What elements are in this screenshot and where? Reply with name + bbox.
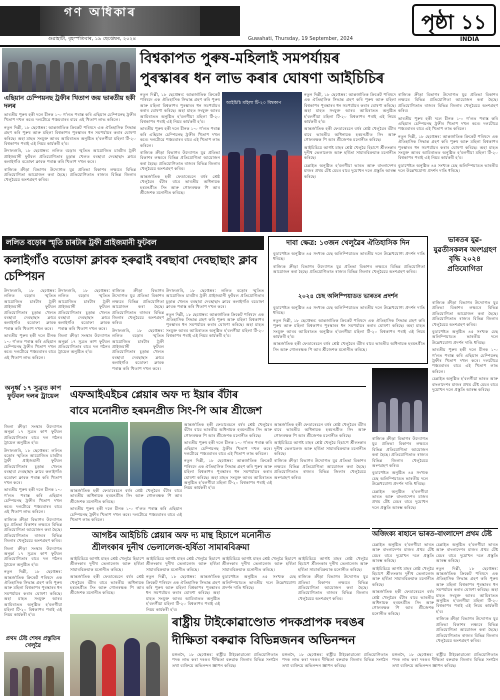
football-body-col1: উদালগুৰি, ১৮ ছেপ্তেম্বৰ: ললিত বড়োৰ স্মৃতিত আয়োজিত চাৰটাৰ ট্ৰফী প্ৰাইজমানী ফুটবল প্ৰতিযোগিতাৰ চূড়ান্ত খেলত বৰছাবা দেবছাছাং ক্লাবে কলাইগাঁও বডোফা ক্লাবক পৰাস্ত কৰি খিতাপ দখল কৰে। ভাৰতীয় পুৰুষ হকী দলে চীনক ১-০ গ'লত পৰাস্ত কৰি এছিয়ান চেম্পিয়নছ ট্ৰফীৰ খিতাপ দখল কৰে। দলটোৱে পঞ্চমবাৰৰ বাবে এই খিতাপ লাভ কৰিলে। (4, 288, 56, 360)
test-body-col1: চেন্নাইত অনুষ্ঠিত হ'বলগীয়া ভাৰত আৰু বাংলাদেশৰ মাজৰ প্ৰথম টেষ্ট মেচৰ বাবে দুয়োখন দলে প্ৰস্তুতি আৰম্ভ কৰিছে। আইচিচিয়ে আগষ্ট মাহৰ শ্ৰেষ্ঠ খেলুৱৈ হিচাপে শ্ৰীলংকাৰ দুনীথ ভেলালেজ আৰু হৰ্ষিতা সামাৰবিক্ৰমাক মনোনীত কৰিছে। আন্তৰ্জাতিক হকী ফেডাৰেচনে বৰ্ষৰ শ্ৰেষ্ঠ খেলুৱৈৰ বঁটাৰ বাবে ভাৰতীয় অধিনায়ক হৰমনপ্ৰীত সিং আৰু গোলৰক্ষক পি আৰ শ্ৰীজেশক মনোনীত কৰিছে। (372, 542, 434, 616)
dateline-left: গুৱাহাটী, বৃহস্পতিবাৰ, ১৯ ছেপ্তেম্বৰ, ২০২৪ (48, 36, 136, 42)
meet-headline: ভাৰতৰ যুৱ-যুৱতীসকলৰ অংশগ্ৰহণ বৃদ্ধি ২০২৪ প্ৰতিযোগিতা (433, 236, 497, 273)
icc-body-col1: আইচিচিয়ে আগষ্ট মাহৰ শ্ৰেষ্ঠ খেলুৱৈ হিচাপে শ্ৰীলংকাৰ দুনীথ ভেলালেজ আৰু হৰ্ষিতা সামাৰবিক্ৰমাক মনোনীত কৰিছে। আন্তৰ্জাতিক হকী ফেডাৰেচনে বৰ্ষৰ শ্ৰেষ্ঠ খেলুৱৈৰ বঁটাৰ বাবে ভাৰতীয় অধিনায়ক হৰমনপ্ৰীত সিং আৰু গোলৰক্ষক পি আৰ শ্ৰীজেশক মনোনীত কৰিছে। (70, 556, 144, 596)
icc-body-col3: আইচিচিয়ে আগষ্ট মাহৰ শ্ৰেষ্ঠ খেলুৱৈ হিচাপে শ্ৰীলংকাৰ দুনীথ ভেলালেজ আৰু হৰ্ষিতা সামাৰবিক্ৰমাক মনোনীত কৰিছে। বুডাপেষ্টত অনুষ্ঠিত ৪৫ সংখ্যক চেছ অলিম্পিয়াডত ভাৰতীয় দলে উল্লেখযোগ্য প্ৰদৰ্শন দাঙি ধৰিছে। (222, 556, 296, 591)
sreejesh-photo (130, 422, 182, 486)
icc-headline-2: শ্ৰীলংকাৰ দুনীথ ভেলালেজ-হৰ্ষিতা সামাৰবিক্ৰমা (92, 542, 250, 552)
lead-headline-2: পুৰস্কাৰৰ ধন লাভ কৰাৰ ঘোষণা আইচিচিৰ (140, 71, 385, 87)
meet-body: ৰাজ্যিক ক্ৰীড়া বিভাগৰ উদ্যোগত যুৱ প্ৰতিভা বিকাশৰ লক্ষ্যৰে বিভিন্ন প্ৰতিযোগিতা আয়োজন কৰা হৈছে। প্ৰতিযোগিতাত ৰাজ্যৰ বিভিন্ন জিলাৰ খেলুৱৈয়ে অংশগ্ৰহণ কৰিব। বুডাপেষ্টত অনুষ্ঠিত ৪৫ সংখ্যক চেছ অলিম্পিয়াডত ভাৰতীয় দলে উল্লেখযোগ্য প্ৰদৰ্শন দাঙি ধৰিছে। ভাৰতীয় পুৰুষ হকী দলে চীনক ১-০ গ'লত পৰাস্ত কৰি এছিয়ান চেম্পিয়নছ ট্ৰফীৰ খিতাপ দখল কৰে। দলটোৱে পঞ্চমবাৰৰ বাবে এই খিতাপ লাভ কৰিলে। চেন্নাইত অনুষ্ঠিত হ'বলগীয়া ভাৰত আৰু বাংলাদেশৰ মাজৰ প্ৰথম টেষ্ট মেচৰ বাবে দুয়োখন দলে প্ৰস্তুতি আৰম্ভ কৰিছে। (432, 300, 498, 393)
test-rule (372, 528, 498, 529)
harmanpreet-photo (70, 422, 128, 486)
awards-rule (70, 386, 366, 387)
icc-body-col2: আইচিচিয়ে আগষ্ট মাহৰ শ্ৰেষ্ঠ খেলুৱৈ হিচাপে শ্ৰীলংকাৰ দুনীথ ভেলালেজ আৰু হৰ্ষিতা সামাৰবিক্ৰমাক মনোনীত কৰিছে। নতুন দিল্লী, ১৮ ছেপ্তেম্বৰ: আন্তৰ্জাতিক ক্ৰিকেট পৰিষদে এক ঐতিহাসিক সিদ্ধান্ত গ্ৰহণ কৰি পুৰুষ আৰু মহিলা বিশ্বকাপৰ পুৰস্কাৰৰ ধন সমপৰ্যায়ৰ কৰাৰ ঘোষণা কৰিছে। অহা মাহত সংযুক্ত আৰব আমিৰাতত অনুষ্ঠিত হ'বলগীয়া মহিলা টি-২০ বিশ্বকাপৰ পৰাই এই নিয়ম কাৰ্যকৰী হ'ব। (146, 556, 220, 612)
hockey-body: ভাৰতীয় পুৰুষ হকী দলে চীনক ১-০ গ'লত পৰাস্ত কৰি এছিয়ান চেম্পিয়নছ ট্ৰফীৰ খিতাপ দখল কৰে। দলটোৱে পঞ্চমবাৰৰ বাবে এই খিতাপ লাভ কৰিলে। নতুন দিল্লী, ১৮ ছেপ্তেম্বৰ: আন্তৰ্জাতিক ক্ৰিকেট পৰিষদে এক ঐতিহাসিক সিদ্ধান্ত গ্ৰহণ কৰি পুৰুষ আৰু মহিলা বিশ্বকাপৰ পুৰস্কাৰৰ ধন সমপৰ্যায়ৰ কৰাৰ ঘোষণা কৰিছে। অহা মাহত সংযুক্ত আৰব আমিৰাতত অনুষ্ঠিত হ'বলগীয়া মহিলা টি-২০ বিশ্বকাপৰ পৰাই এই নিয়ম কাৰ্যকৰী হ'ব। উদালগুৰি, ১৮ ছেপ্তেম্বৰ: ললিত বড়োৰ স্মৃতিত আয়োজিত চাৰটাৰ ট্ৰফী প্ৰাইজমানী ফুটবল প্ৰতিযোগিতাৰ চূড়ান্ত খেলত বৰছাবা দেবছাছাং ক্লাবে কলাইগাঁও বডোফা ক্লাবক পৰাস্ত কৰি খিতাপ দখল কৰে। ৰাজ্যিক ক্ৰীড়া বিভাগৰ উদ্যোগত যুৱ প্ৰতিভা বিকাশৰ লক্ষ্যৰে বিভিন্ন প্ৰতিযোগিতা আয়োজন কৰা হৈছে। প্ৰতিযোগিতাত ৰাজ্যৰ বিভিন্ন জিলাৰ খেলুৱৈয়ে অংশগ্ৰহণ কৰিব। (4, 112, 136, 183)
taekwondo-photo (70, 614, 168, 696)
hockey-headline: এছিয়ান চেম্পিয়নছ ট্ৰফীৰ খিতাপ জয় ভাৰতীয় হকী দলৰ (4, 94, 136, 110)
event-stage-photo (372, 368, 428, 432)
awards-body-col0: আন্তৰ্জাতিক হকী ফেডাৰেচনে বৰ্ষৰ শ্ৰেষ্ঠ খেলুৱৈৰ বঁটাৰ বাবে ভাৰতীয় অধিনায়ক হৰমনপ্ৰীত সিং আৰু গোলৰক্ষক পি আৰ শ্ৰীজেশক মনোনীত কৰিছে। ভাৰতীয় পুৰুষ হকী দলে চীনক ১-০ গ'লত পৰাস্ত কৰি এছিয়ান চেম্পিয়নছ ট্ৰফীৰ খিতাপ দখল কৰে। দলটোৱে পঞ্চমবাৰৰ বাবে এই খিতাপ লাভ কৰিলে। (70, 488, 182, 523)
football-body-col3: ৰাজ্যিক ক্ৰীড়া বিভাগৰ উদ্যোগত যুৱ প্ৰতিভা বিকাশৰ লক্ষ্যৰে বিভিন্ন প্ৰতিযোগিতা আয়োজন কৰা হৈছে। প্ৰতিযোগিতাত ৰাজ্যৰ বিভিন্ন জিলাৰ খেলুৱৈয়ে অংশগ্ৰহণ কৰিব। উদালগুৰি, ১৮ ছেপ্তেম্বৰ: ললিত বড়োৰ স্মৃতিত আয়োজিত চাৰটাৰ ট্ৰফী প্ৰাইজমানী ফুটবল প্ৰতিযোগিতাৰ চূড়ান্ত খেলত বৰছাবা দেবছাছাং ক্লাবে কলাইগাঁও বডোফা ক্লাবক পৰাস্ত কৰি খিতাপ দখল কৰে। (112, 288, 164, 371)
football-body-col4: উদালগুৰি, ১৮ ছেপ্তেম্বৰ: ললিত বড়োৰ স্মৃতিত আয়োজিত চাৰটাৰ ট্ৰফী প্ৰাইজমানী ফুটবল প্ৰতিযোগিতাৰ চূড়ান্ত খেলত বৰছাবা দেবছাছাং ক্লাবে কলাইগাঁও বডোফা ক্লাবক পৰাস্ত কৰি খিতাপ দখল কৰে। নতুন দিল্লী, ১৮ ছেপ্তেম্বৰ: আন্তৰ্জাতিক ক্ৰিকেট পৰিষদে এক ঐতিহাসিক সিদ্ধান্ত গ্ৰহণ কৰি পুৰুষ আৰু মহিলা বিশ্বকাপৰ পুৰস্কাৰৰ ধন সমপৰ্যায়ৰ কৰাৰ ঘোষণা কৰিছে। অহা মাহত সংযুক্ত আৰব আমিৰাতত অনুষ্ঠিত হ'বলগীয়া মহিলা টি-২০ বিশ্বকাপৰ পৰাই এই নিয়ম কাৰ্যকৰী হ'ব। (166, 288, 264, 339)
taekwondo-headline-1: ৰাষ্ট্ৰীয় টাইকোৱাণ্ডোত পদকপ্ৰাপক দৰঙৰ (172, 615, 365, 629)
taekwondo-body-col3: মঙ্গলদৈ, ১৮ ছেপ্তেম্বৰ: ৰাষ্ট্ৰীয় টাইকোৱাণ্ডো প্ৰতিযোগিতাত পদক লাভ কৰা দৰঙৰ দীক্ষিতা বৰুৱাক জিলাৰ বিভিন্ন সংগঠন তথা ব্যক্তিয়ে অভিনন্দন জ্ঞাপন কৰিছে। (392, 652, 498, 668)
icc-body-col4: আইচিচিয়ে আগষ্ট মাহৰ শ্ৰেষ্ঠ খেলুৱৈ হিচাপে শ্ৰীলংকাৰ দুনীথ ভেলালেজ আৰু হৰ্ষিতা সামাৰবিক্ৰমাক মনোনীত কৰিছে। ৰাজ্যিক ক্ৰীড়া বিভাগৰ উদ্যোগত যুৱ প্ৰতিভা বিকাশৰ লক্ষ্যৰে বিভিন্ন প্ৰতিযোগিতা আয়োজন কৰা হৈছে। প্ৰতিযোগিতাত ৰাজ্যৰ বিভিন্ন জিলাৰ খেলুৱৈয়ে অংশগ্ৰহণ কৰিব। (298, 556, 368, 601)
stage-body: ৰাজ্যিক ক্ৰীড়া বিভাগৰ উদ্যোগত যুৱ প্ৰতিভা বিকাশৰ লক্ষ্যৰে বিভিন্ন প্ৰতিযোগিতা আয়োজন কৰা হৈছে। প্ৰতিযোগিতাত ৰাজ্যৰ বিভিন্ন জিলাৰ খেলুৱৈয়ে অংশগ্ৰহণ কৰিব। বুডাপেষ্টত অনুষ্ঠিত ৪৫ সংখ্যক চেছ অলিম্পিয়াডত ভাৰতীয় দলে উল্লেখযোগ্য প্ৰদৰ্শন দাঙি ধৰিছে। চেন্নাইত অনুষ্ঠিত হ'বলগীয়া ভাৰত আৰু বাংলাদেশৰ মাজৰ প্ৰথম টেষ্ট মেচৰ বাবে দুয়োখন দলে প্ৰস্তুতি আৰম্ভ কৰিছে। (372, 436, 428, 510)
chess-box (268, 236, 428, 364)
awards-headline-2: বাবে মনোনীত হৰমনপ্ৰীত সিং-পি আৰ শ্ৰীজেশ (70, 405, 262, 417)
section-tag: INDIA (460, 36, 480, 43)
tourney-headline: প্ৰথম টেষ্ট শেষৰ প্ৰস্তুতিৰ খেলুৱৈ (5, 636, 61, 649)
masthead-title: গণ অধিকাৰ (64, 5, 137, 19)
dateline-right: Guwahati, Thursday, 19 September, 2024 (248, 36, 353, 42)
chess-body-2: বুডাপেষ্টত অনুষ্ঠিত ৪৫ সংখ্যক চেছ অলিম্পিয়াডত ভাৰতীয় দলে উল্লেখযোগ্য প্ৰদৰ্শন দাঙি ধৰিছে। নতুন দিল্লী, ১৮ ছেপ্তেম্বৰ: আন্তৰ্জাতিক ক্ৰিকেট পৰিষদে এক ঐতিহাসিক সিদ্ধান্ত গ্ৰহণ কৰি পুৰুষ আৰু মহিলা বিশ্বকাপৰ পুৰস্কাৰৰ ধন সমপৰ্যায়ৰ কৰাৰ ঘোষণা কৰিছে। অহা মাহত সংযুক্ত আৰব আমিৰাতত অনুষ্ঠিত হ'বলগীয়া মহিলা টি-২০ বিশ্বকাপৰ পৰাই এই নিয়ম কাৰ্যকৰী হ'ব। আন্তৰ্জাতিক হকী ফেডাৰেচনে বৰ্ষৰ শ্ৰেষ্ঠ খেলুৱৈৰ বঁটাৰ বাবে ভাৰতীয় অধিনায়ক হৰমনপ্ৰীত সিং আৰু গোলৰক্ষক পি আৰ শ্ৰীজেশক মনোনীত কৰিছে। (273, 305, 425, 352)
icc-headline-1: আগষ্টৰ আইচিচি প্লেয়াৰ অফ দ্য মান্থ হিচাপে মনোনীত (92, 530, 271, 540)
chess-headline: দাবা ক্ষেত্ৰ: ১৩জন খেলুৱৈৰ ঐতিহাসিক দিন (286, 239, 410, 247)
tourney-photo (4, 652, 64, 696)
hockey-team-photo (2, 48, 136, 92)
masthead (0, 0, 500, 46)
women-cricket-team-photo (222, 92, 302, 232)
football-headline: কলাইগাঁও বডোফা ক্লাবক হৰুৱাই বৰছাবা দেবছাছাং ক্লাব চেম্পিয়ন (4, 253, 258, 283)
football-body-col2: উদালগুৰি, ১৮ ছেপ্তেম্বৰ: ললিত বড়োৰ স্মৃতিত আয়োজিত চাৰটাৰ ট্ৰফী প্ৰাইজমানী ফুটবল প্ৰতিযোগিতাৰ চূড়ান্ত খেলত বৰছাবা দেবছাছাং ক্লাবে কলাইগাঁও বডোফা ক্লাবক পৰাস্ত কৰি খিতাপ দখল কৰে। জিলা ক্ৰীড়া সংস্থাৰ উদ্যোগত অনূৰ্ধ্ব ১৭ সুব্ৰত কাপ ফুটবল প্ৰতিযোগিতাৰ বাবে দল গঠনৰ ট্ৰায়েল অনুষ্ঠিত হ'ব। (58, 288, 110, 355)
awards-body-col2: আন্তৰ্জাতিক হকী ফেডাৰেচনে বৰ্ষৰ শ্ৰেষ্ঠ খেলুৱৈৰ বঁটাৰ বাবে ভাৰতীয় অধিনায়ক হৰমনপ্ৰীত সিং আৰু গোলৰক্ষক পি আৰ শ্ৰীজেশক মনোনীত কৰিছে। আইচিচিয়ে আগষ্ট মাহৰ শ্ৰেষ্ঠ খেলুৱৈ হিচাপে শ্ৰীলংকাৰ দুনীথ ভেলালেজ আৰু হৰ্ষিতা সামাৰবিক্ৰমাক মনোনীত কৰিছে। ৰাজ্যিক ক্ৰীড়া বিভাগৰ উদ্যোগত যুৱ প্ৰতিভা বিকাশৰ লক্ষ্যৰে বিভিন্ন প্ৰতিযোগিতা আয়োজন কৰা হৈছে। প্ৰতিযোগিতাত ৰাজ্যৰ বিভিন্ন জিলাৰ খেলুৱৈয়ে অংশগ্ৰহণ কৰিব। (274, 422, 366, 480)
taekwondo-body-col2: মঙ্গলদৈ, ১৮ ছেপ্তেম্বৰ: ৰাষ্ট্ৰীয় টাইকোৱাণ্ডো প্ৰতিযোগিতাত পদক লাভ কৰা দৰঙৰ দীক্ষিতা বৰুৱাক জিলাৰ বিভিন্ন সংগঠন তথা ব্যক্তিয়ে অভিনন্দন জ্ঞাপন কৰিছে। (282, 652, 388, 668)
awards-body-col1: আন্তৰ্জাতিক হকী ফেডাৰেচনে বৰ্ষৰ শ্ৰেষ্ঠ খেলুৱৈৰ বঁটাৰ বাবে ভাৰতীয় অধিনায়ক হৰমনপ্ৰীত সিং আৰু গোলৰক্ষক পি আৰ শ্ৰীজেশক মনোনীত কৰিছে। ভাৰতীয় পুৰুষ হকী দলে চীনক ১-০ গ'লত পৰাস্ত কৰি এছিয়ান চেম্পিয়নছ ট্ৰফীৰ খিতাপ দখল কৰে। দলটোৱে পঞ্চমবাৰৰ বাবে এই খিতাপ লাভ কৰিলে। নতুন দিল্লী, ১৮ ছেপ্তেম্বৰ: আন্তৰ্জাতিক ক্ৰিকেট পৰিষদে এক ঐতিহাসিক সিদ্ধান্ত গ্ৰহণ কৰি পুৰুষ আৰু মহিলা বিশ্বকাপৰ পুৰস্কাৰৰ ধন সমপৰ্যায়ৰ কৰাৰ ঘোষণা কৰিছে। অহা মাহত সংযুক্ত আৰব আমিৰাতত অনুষ্ঠিত হ'বলগীয়া মহিলা টি-২০ বিশ্বকাপৰ পৰাই এই নিয়ম কাৰ্যকৰী হ'ব। (184, 422, 272, 491)
lead-headline-1: বিশ্বকাপত পুৰুষ-মহিলাই সমপৰ্যায়ৰ (140, 51, 340, 67)
photo-caption: আইচিচি মহিলা টি-২০ বিশ্বকাপ (226, 101, 282, 106)
lead-body-col3: নতুন দিল্লী, ১৮ ছেপ্তেম্বৰ: আন্তৰ্জাতিক ক্ৰিকেট পৰিষদে এক ঐতিহাসিক সিদ্ধান্ত গ্ৰহণ কৰি পুৰুষ আৰু মহিলা বিশ্বকাপৰ পুৰস্কাৰৰ ধন সমপৰ্যায়ৰ কৰাৰ ঘোষণা কৰিছে। অহা মাহত সংযুক্ত আৰব আমিৰাতত অনুষ্ঠিত হ'বলগীয়া মহিলা টি-২০ বিশ্বকাপৰ পৰাই এই নিয়ম কাৰ্যকৰী হ'ব। আন্তৰ্জাতিক হকী ফেডাৰেচনে বৰ্ষৰ শ্ৰেষ্ঠ খেলুৱৈৰ বঁটাৰ বাবে ভাৰতীয় অধিনায়ক হৰমনপ্ৰীত সিং আৰু গোলৰক্ষক পি আৰ শ্ৰীজেশক মনোনীত কৰিছে। আইচিচিয়ে আগষ্ট মাহৰ শ্ৰেষ্ঠ খেলুৱৈ হিচাপে শ্ৰীলংকাৰ দুনীথ ভেলালেজ আৰু হৰ্ষিতা সামাৰবিক্ৰমাক মনোনীত কৰিছে। চেন্নাইত অনুষ্ঠিত হ'বলগীয়া ভাৰত আৰু বাংলাদেশৰ মাজৰ প্ৰথম টেষ্ট মেচৰ বাবে দুয়োখন দলে প্ৰস্তুতি আৰম্ভ কৰিছে। (304, 92, 396, 179)
lead-body-col1: নতুন দিল্লী, ১৮ ছেপ্তেম্বৰ: আন্তৰ্জাতিক ক্ৰিকেট পৰিষদে এক ঐতিহাসিক সিদ্ধান্ত গ্ৰহণ কৰি পুৰুষ আৰু মহিলা বিশ্বকাপৰ পুৰস্কাৰৰ ধন সমপৰ্যায়ৰ কৰাৰ ঘোষণা কৰিছে। অহা মাহত সংযুক্ত আৰব আমিৰাতত অনুষ্ঠিত হ'বলগীয়া মহিলা টি-২০ বিশ্বকাপৰ পৰাই এই নিয়ম কাৰ্যকৰী হ'ব। ভাৰতীয় পুৰুষ হকী দলে চীনক ১-০ গ'লত পৰাস্ত কৰি এছিয়ান চেম্পিয়নছ ট্ৰফীৰ খিতাপ দখল কৰে। দলটোৱে পঞ্চমবাৰৰ বাবে এই খিতাপ লাভ কৰিলে। ৰাজ্যিক ক্ৰীড়া বিভাগৰ উদ্যোগত যুৱ প্ৰতিভা বিকাশৰ লক্ষ্যৰে বিভিন্ন প্ৰতিযোগিতা আয়োজন কৰা হৈছে। প্ৰতিযোগিতাত ৰাজ্যৰ বিভিন্ন জিলাৰ খেলুৱৈয়ে অংশগ্ৰহণ কৰিব। আন্তৰ্জাতিক হকী ফেডাৰেচনে বৰ্ষৰ শ্ৰেষ্ঠ খেলুৱৈৰ বঁটাৰ বাবে ভাৰতীয় অধিনায়ক হৰমনপ্ৰীত সিং আৰু গোলৰক্ষক পি আৰ শ্ৰীজেশক মনোনীত কৰিছে। (140, 92, 220, 195)
awards-headline-1: এফআইএইচৰ প্লেয়াৰ অফ দ্য ইয়াৰ বঁটাৰ (70, 389, 238, 401)
page-number: পৃষ্ঠা ১১ (421, 10, 487, 34)
chess-body: বুডাপেষ্টত অনুষ্ঠিত ৪৫ সংখ্যক চেছ অলিম্পিয়াডত ভাৰতীয় দলে উল্লেখযোগ্য প্ৰদৰ্শন দাঙি ধৰিছে। ৰাজ্যিক ক্ৰীড়া বিভাগৰ উদ্যোগত যুৱ প্ৰতিভা বিকাশৰ লক্ষ্যৰে বিভিন্ন প্ৰতিযোগিতা আয়োজন কৰা হৈছে। প্ৰতিযোগিতাত ৰাজ্যৰ বিভিন্ন জিলাৰ খেলুৱৈয়ে অংশগ্ৰহণ কৰিব। (273, 251, 425, 275)
u17-headline: অনূৰ্ধ্ব ১৭ সুব্ৰত কাপ ফুটবল দলৰ ট্ৰায়েল (4, 384, 62, 401)
taekwondo-headline-2: দীক্ষিতা বৰুৱাক বিভিন্নজনৰ অভিনন্দন (172, 633, 356, 647)
icc-rule (70, 528, 370, 529)
chess-subhead: ২০২৪ চেছ অলিম্পিয়াডত ভাৰতৰ প্ৰদৰ্শন (298, 293, 398, 300)
u17-body: জিলা ক্ৰীড়া সংস্থাৰ উদ্যোগত অনূৰ্ধ্ব ১৭ সুব্ৰত কাপ ফুটবল প্ৰতিযোগিতাৰ বাবে দল গঠনৰ ট্ৰায়েল অনুষ্ঠিত হ'ব। উদালগুৰি, ১৮ ছেপ্তেম্বৰ: ললিত বড়োৰ স্মৃতিত আয়োজিত চাৰটাৰ ট্ৰফী প্ৰাইজমানী ফুটবল প্ৰতিযোগিতাৰ চূড়ান্ত খেলত বৰছাবা দেবছাছাং ক্লাবে কলাইগাঁও বডোফা ক্লাবক পৰাস্ত কৰি খিতাপ দখল কৰে। ভাৰতীয় পুৰুষ হকী দলে চীনক ১-০ গ'লত পৰাস্ত কৰি এছিয়ান চেম্পিয়নছ ট্ৰফীৰ খিতাপ দখল কৰে। দলটোৱে পঞ্চমবাৰৰ বাবে এই খিতাপ লাভ কৰিলে। ৰাজ্যিক ক্ৰীড়া বিভাগৰ উদ্যোগত যুৱ প্ৰতিভা বিকাশৰ লক্ষ্যৰে বিভিন্ন প্ৰতিযোগিতা আয়োজন কৰা হৈছে। প্ৰতিযোগিতাত ৰাজ্যৰ বিভিন্ন জিলাৰ খেলুৱৈয়ে অংশগ্ৰহণ কৰিব। জিলা ক্ৰীড়া সংস্থাৰ উদ্যোগত অনূৰ্ধ্ব ১৭ সুব্ৰত কাপ ফুটবল প্ৰতিযোগিতাৰ বাবে দল গঠনৰ ট্ৰায়েল অনুষ্ঠিত হ'ব। নতুন দিল্লী, ১৮ ছেপ্তেম্বৰ: আন্তৰ্জাতিক ক্ৰিকেট পৰিষদে এক ঐতিহাসিক সিদ্ধান্ত গ্ৰহণ কৰি পুৰুষ আৰু মহিলা বিশ্বকাপৰ পুৰস্কাৰৰ ধন সমপৰ্যায়ৰ কৰাৰ ঘোষণা কৰিছে। অহা মাহত সংযুক্ত আৰব আমিৰাতত অনুষ্ঠিত হ'বলগীয়া মহিলা টি-২০ বিশ্বকাপৰ পৰাই এই নিয়ম কাৰ্যকৰী হ'ব। (4, 424, 62, 618)
taekwondo-body-col1: মঙ্গলদৈ, ১৮ ছেপ্তেম্বৰ: ৰাষ্ট্ৰীয় টাইকোৱাণ্ডো প্ৰতিযোগিতাত পদক লাভ কৰা দৰঙৰ দীক্ষিতা বৰুৱাক জিলাৰ বিভিন্ন সংগঠন তথা ব্যক্তিয়ে অভিনন্দন জ্ঞাপন কৰিছে। (172, 652, 278, 668)
test-headline: অজিংক্য ৰাহানে ভাৰত-বাংলাদেশ প্ৰথম টেষ্ট (372, 530, 492, 538)
page-number-badge (412, 4, 496, 36)
lead-body-col4: ৰাজ্যিক ক্ৰীড়া বিভাগৰ উদ্যোগত যুৱ প্ৰতিভা বিকাশৰ লক্ষ্যৰে বিভিন্ন প্ৰতিযোগিতা আয়োজন কৰা হৈছে। প্ৰতিযোগিতাত ৰাজ্যৰ বিভিন্ন জিলাৰ খেলুৱৈয়ে অংশগ্ৰহণ কৰিব। ভাৰতীয় পুৰুষ হকী দলে চীনক ১-০ গ'লত পৰাস্ত কৰি এছিয়ান চেম্পিয়নছ ট্ৰফীৰ খিতাপ দখল কৰে। দলটোৱে পঞ্চমবাৰৰ বাবে এই খিতাপ লাভ কৰিলে। নতুন দিল্লী, ১৮ ছেপ্তেম্বৰ: আন্তৰ্জাতিক ক্ৰিকেট পৰিষদে এক ঐতিহাসিক সিদ্ধান্ত গ্ৰহণ কৰি পুৰুষ আৰু মহিলা বিশ্বকাপৰ পুৰস্কাৰৰ ধন সমপৰ্যায়ৰ কৰাৰ ঘোষণা কৰিছে। অহা মাহত সংযুক্ত আৰব আমিৰাতত অনুষ্ঠিত হ'বলগীয়া মহিলা টি-২০ বিশ্বকাপৰ পৰাই এই নিয়ম কাৰ্যকৰী হ'ব। বুডাপেষ্টত অনুষ্ঠিত ৪৫ সংখ্যক চেছ অলিম্পিয়াডত ভাৰতীয় দলে উল্লেখযোগ্য প্ৰদৰ্শন দাঙি ধৰিছে। (398, 92, 498, 174)
header-rule (0, 45, 500, 47)
test-body-col2: চেন্নাইত অনুষ্ঠিত হ'বলগীয়া ভাৰত আৰু বাংলাদেশৰ মাজৰ প্ৰথম টেষ্ট মেচৰ বাবে দুয়োখন দলে প্ৰস্তুতি আৰম্ভ কৰিছে। নতুন দিল্লী, ১৮ ছেপ্তেম্বৰ: আন্তৰ্জাতিক ক্ৰিকেট পৰিষদে এক ঐতিহাসিক সিদ্ধান্ত গ্ৰহণ কৰি পুৰুষ আৰু মহিলা বিশ্বকাপৰ পুৰস্কাৰৰ ধন সমপৰ্যায়ৰ কৰাৰ ঘোষণা কৰিছে। অহা মাহত সংযুক্ত আৰব আমিৰাতত অনুষ্ঠিত হ'বলগীয়া মহিলা টি-২০ বিশ্বকাপৰ পৰাই এই নিয়ম কাৰ্যকৰী হ'ব। ৰাজ্যিক ক্ৰীড়া বিভাগৰ উদ্যোগত যুৱ প্ৰতিভা বিকাশৰ লক্ষ্যৰে বিভিন্ন প্ৰতিযোগিতা আয়োজন কৰা হৈছে। প্ৰতিযোগিতাত ৰাজ্যৰ বিভিন্ন জিলাৰ খেলুৱৈয়ে অংশগ্ৰহণ কৰিব। (436, 542, 498, 643)
football-kicker: ললিত বড়োৰ স্মৃতি চাৰটাৰ ট্ৰফী প্ৰাইজমানী ফুটবল (2, 236, 264, 250)
